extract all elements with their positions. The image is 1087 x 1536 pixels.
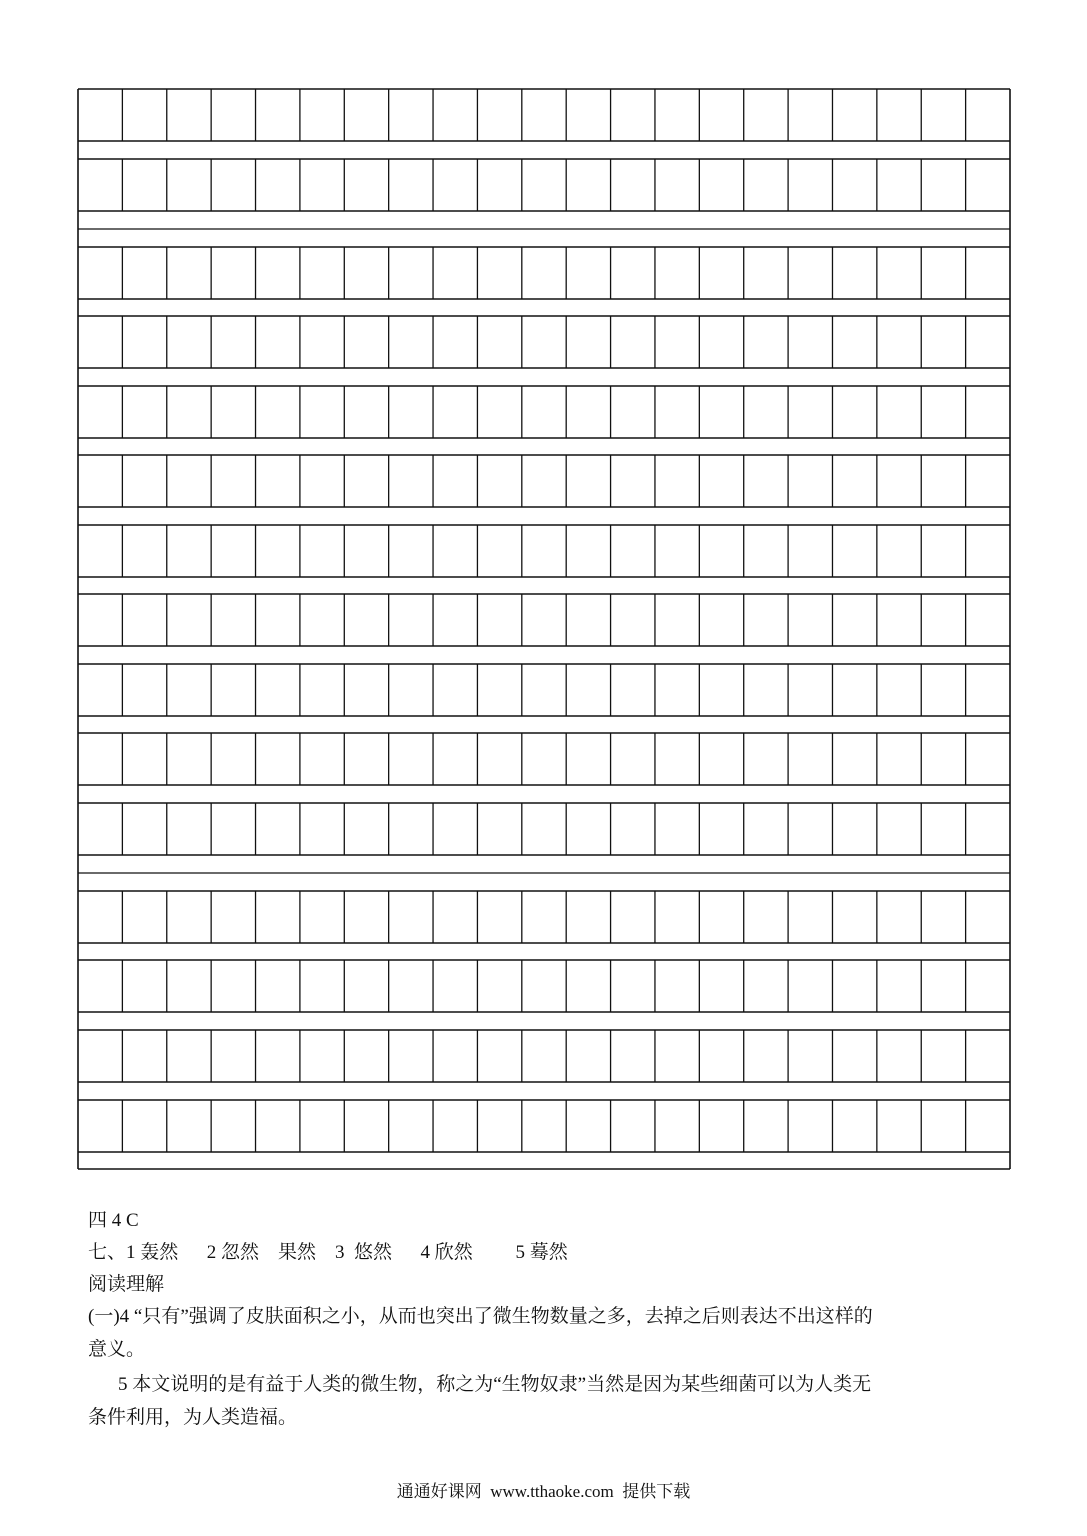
- answer-q4-line1: (一)4 “只有”强调了皮肤面积之小，从而也突出了微生物数量之多，去掉之后则表达不出这样的: [88, 1306, 873, 1327]
- answer-q4-line2: 意义。: [88, 1339, 146, 1360]
- reading-heading: 阅读理解: [88, 1274, 165, 1295]
- page-footer: 通通好课网 www.tthaoke.com 提供下载: [396, 1482, 691, 1501]
- answer-line-qi: 七、1 轰然 2 忽然 果然 3 悠然 4 欣然 5 蓦然: [88, 1242, 568, 1263]
- answer-q5-line1: 5 本文说明的是有益于人类的微生物，称之为“生物奴隶”当然是因为某些细菌可以为人类无: [118, 1374, 872, 1395]
- answer-q4: [88, 1300, 1008, 1366]
- answer-line-si: 四 4 C: [88, 1210, 139, 1231]
- answer-q5-line2: 条件利用，为人类造福。: [88, 1407, 298, 1428]
- answer-q5: [88, 1368, 1008, 1434]
